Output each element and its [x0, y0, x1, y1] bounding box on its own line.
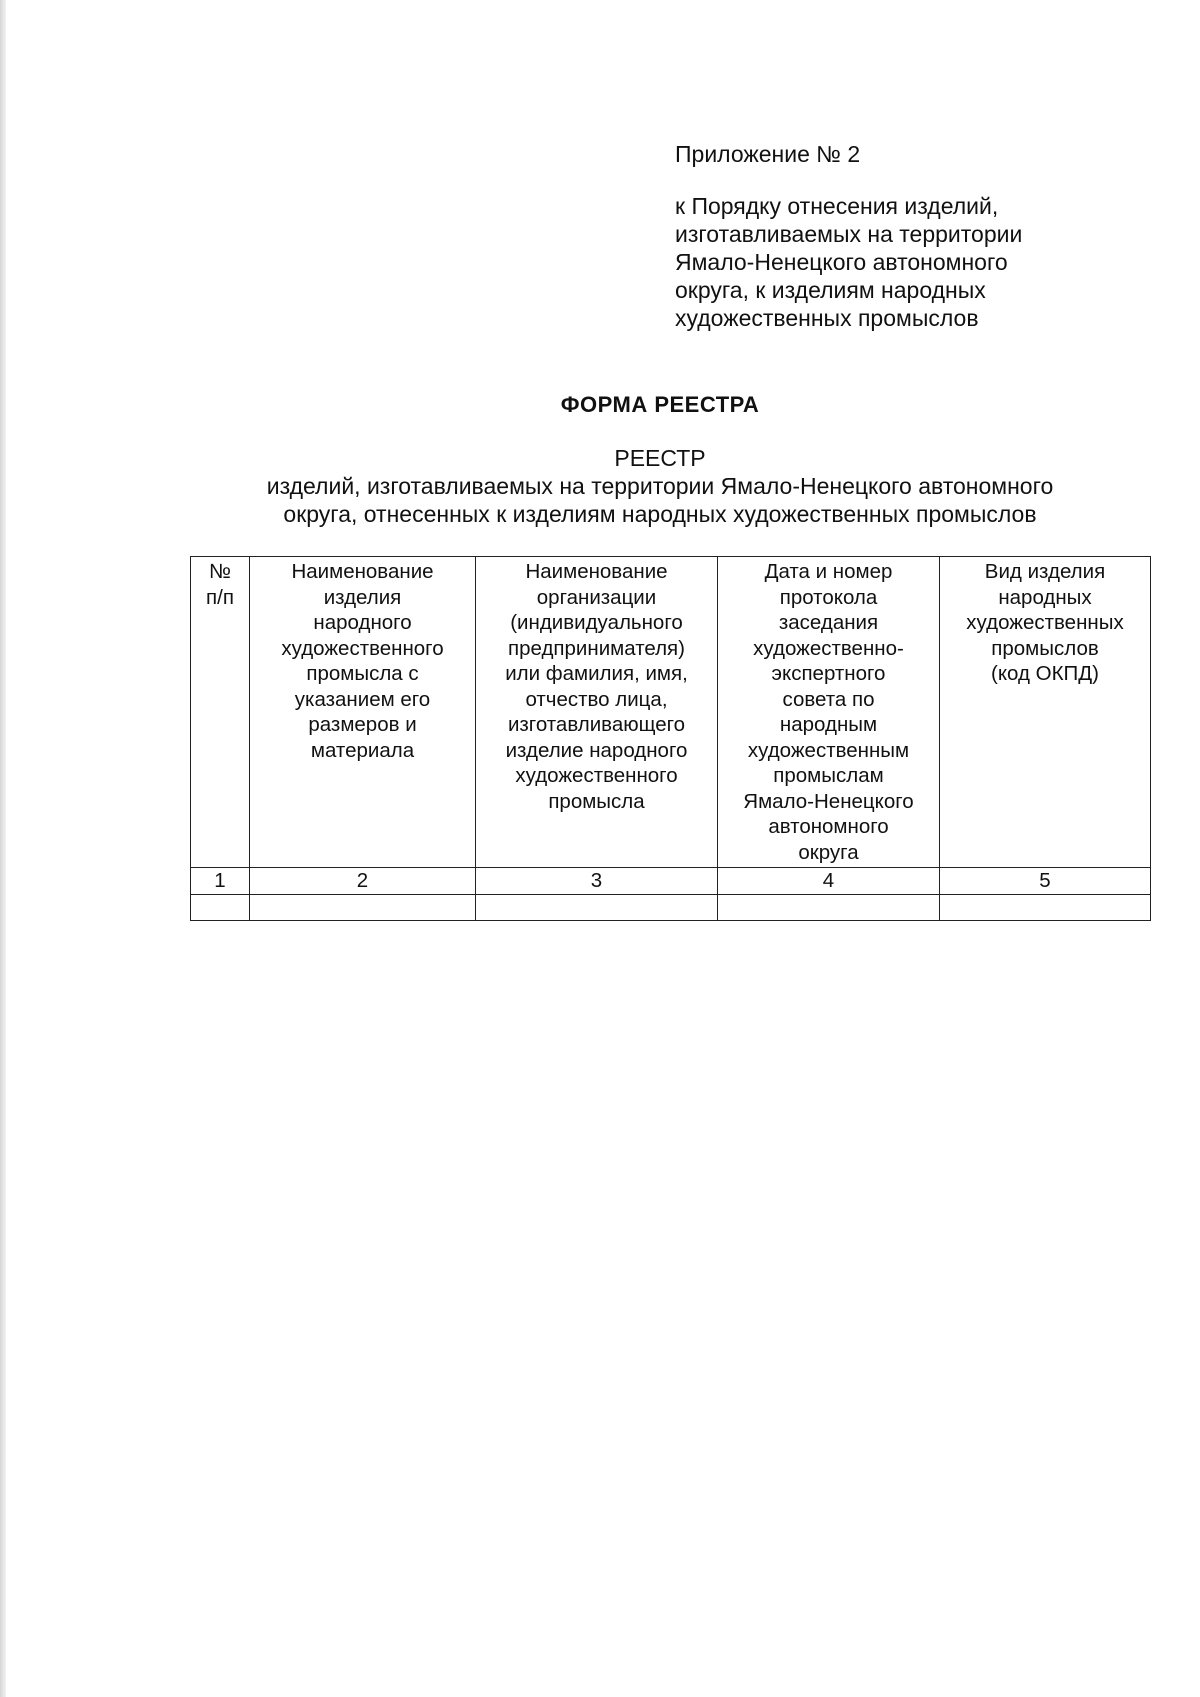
column-number: 1	[191, 868, 250, 895]
empty-cell	[476, 894, 718, 920]
appendix-line: к Порядку отнесения изделий,	[675, 193, 999, 219]
appendix-line: художественных промыслов	[675, 305, 979, 331]
empty-cell	[191, 894, 250, 920]
column-number: 2	[250, 868, 476, 895]
appendix-line: округа, к изделиям народных	[675, 277, 986, 303]
empty-cell	[940, 894, 1151, 920]
column-number: 4	[718, 868, 940, 895]
appendix-block	[675, 140, 1135, 332]
appendix-reference	[675, 192, 1135, 332]
empty-cell	[718, 894, 940, 920]
registry-title: РЕЕСТР	[614, 445, 706, 471]
registry-subtitle-line: изделий, изготавливаемых на территории Ямало-Ненецкого автономного	[266, 473, 1054, 499]
table-header-row	[191, 557, 1151, 868]
header-cell-item-type: Вид изделия народных художественных промыслов (код ОКПД)	[940, 557, 1151, 868]
header-cell-number: № п/п	[191, 557, 250, 868]
header-cell-protocol: Дата и номер протокола заседания художественно- экспертного совета по народным художественным промыслам Ямало-Ненецкого автономного округа	[718, 557, 940, 868]
column-number: 5	[940, 868, 1151, 895]
empty-row	[191, 894, 1151, 920]
registry-subtitle-line: округа, отнесенных к изделиям народных художественных промыслов	[283, 501, 1037, 527]
appendix-line: изготавливаемых на территории	[675, 221, 1023, 247]
appendix-line: Ямало-Ненецкого автономного	[675, 249, 1008, 275]
header-cell-item-name: Наименование изделия народного художественного промысла с указанием его размеров и материала	[250, 557, 476, 868]
empty-cell	[250, 894, 476, 920]
header-cell-organization: Наименование организации (индивидуального предпринимателя) или фамилия, имя, отчество лица, изготавливающего изделие народного художественного промысла	[476, 557, 718, 868]
scan-edge	[0, 0, 6, 1697]
column-number-row	[191, 868, 1151, 895]
appendix-title: Приложение № 2	[675, 141, 861, 167]
registry-table	[190, 556, 1151, 921]
column-number: 3	[476, 868, 718, 895]
form-title: ФОРМА РЕЕСТРА	[560, 392, 760, 417]
registry-heading	[200, 444, 1120, 528]
